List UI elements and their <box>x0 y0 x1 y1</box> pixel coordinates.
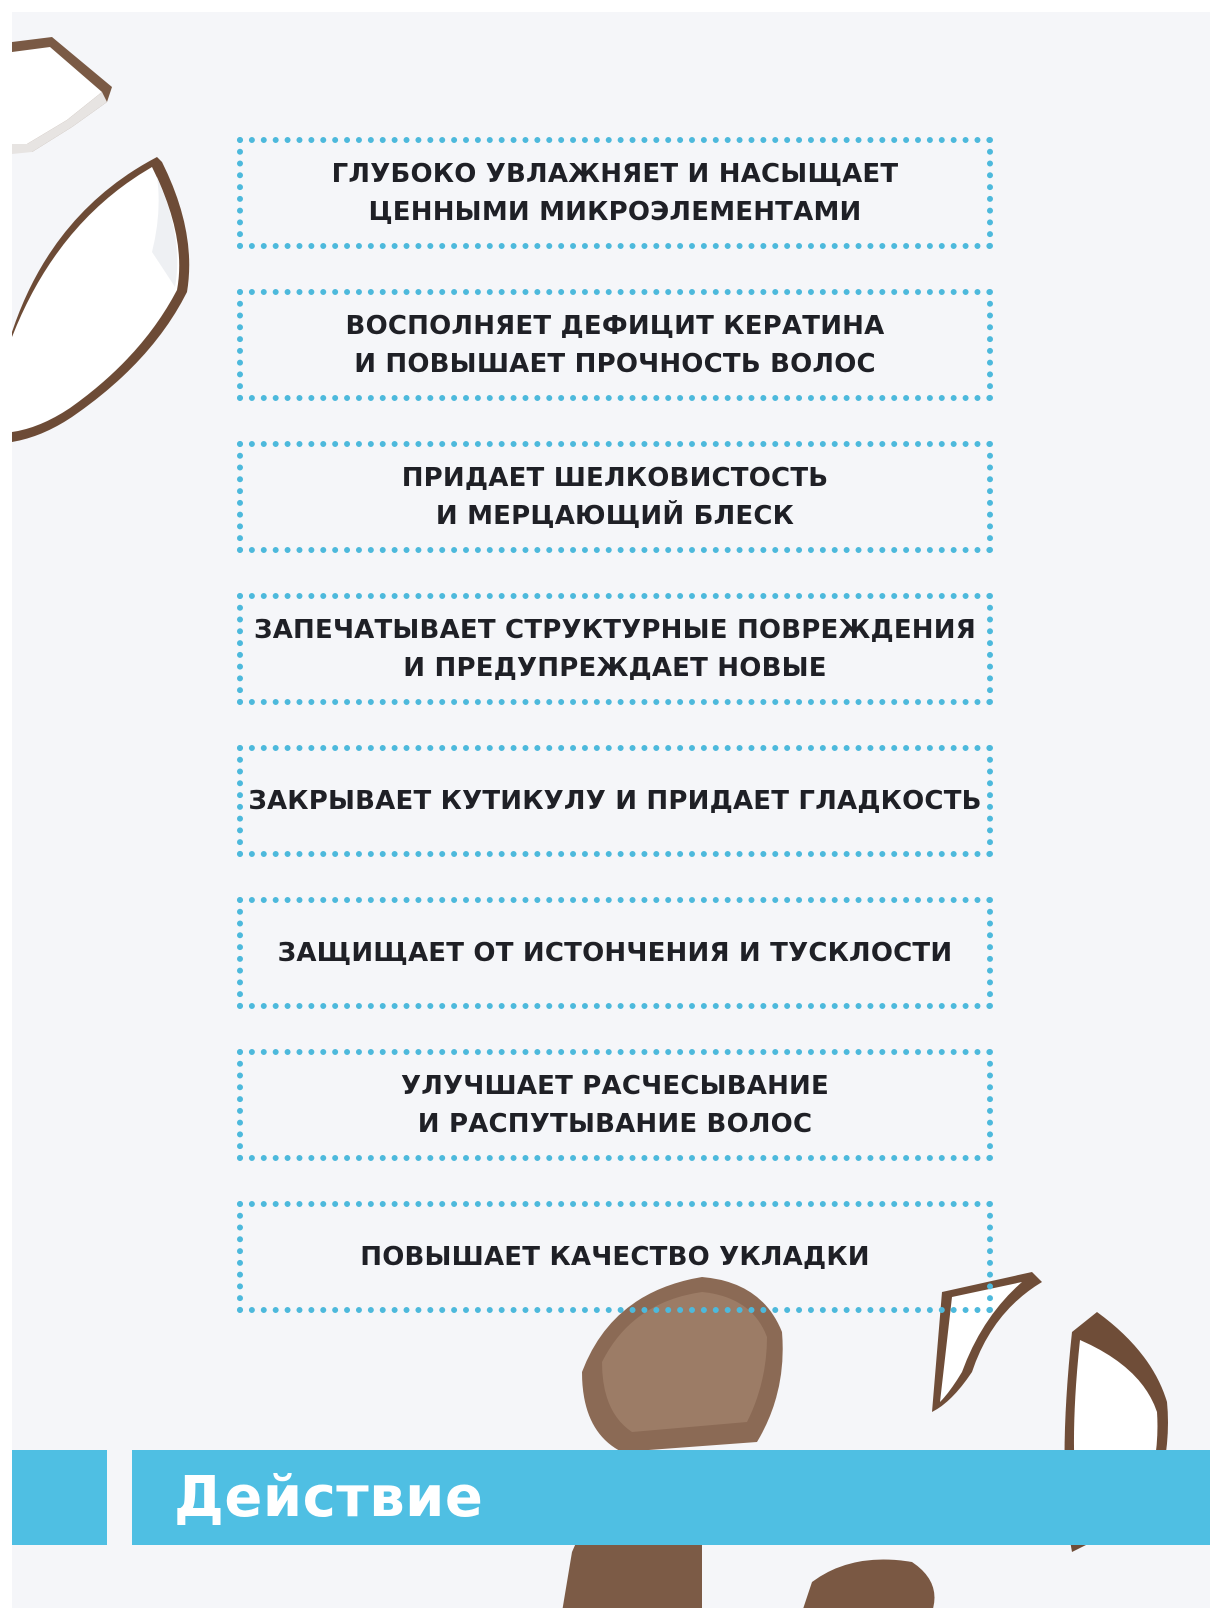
feature-text-5: ЗАКРЫВАЕТ КУТИКУЛУ И ПРИДАЕТ ГЛАДКОСТЬ <box>248 786 982 816</box>
banner-title: Действие <box>174 1465 484 1530</box>
feature-text-8: ПОВЫШАЕТ КАЧЕСТВО УКЛАДКИ <box>360 1242 870 1272</box>
feature-list <box>237 137 993 1353</box>
feature-text-1: ГЛУБОКО УВЛАЖНЯЕТ И НАСЫЩАЕТ ЦЕННЫМИ МИКРОЭЛЕМЕНТАМИ <box>331 159 899 227</box>
coconut-top-left-image <box>12 32 222 452</box>
feature-item-7 <box>237 1049 993 1161</box>
feature-item-2 <box>237 289 993 401</box>
section-banner <box>132 1450 1210 1545</box>
feature-text-6: ЗАЩИЩАЕТ ОТ ИСТОНЧЕНИЯ И ТУСКЛОСТИ <box>277 938 953 968</box>
page-canvas <box>12 12 1210 1608</box>
feature-item-3 <box>237 441 993 553</box>
feature-item-8 <box>237 1201 993 1313</box>
feature-text-7: УЛУЧШАЕТ РАСЧЕСЫВАНИЕ И РАСПУТЫВАНИЕ ВОЛОС <box>401 1071 829 1139</box>
feature-item-6 <box>237 897 993 1009</box>
feature-item-1 <box>237 137 993 249</box>
feature-item-5 <box>237 745 993 857</box>
banner-accent-square <box>12 1450 107 1545</box>
feature-text-2: ВОСПОЛНЯЕТ ДЕФИЦИТ КЕРАТИНА И ПОВЫШАЕТ ПРОЧНОСТЬ ВОЛОС <box>345 311 885 379</box>
feature-text-3: ПРИДАЕТ ШЕЛКОВИСТОСТЬ И МЕРЦАЮЩИЙ БЛЕСК <box>401 463 829 531</box>
feature-item-4 <box>237 593 993 705</box>
feature-text-4: ЗАПЕЧАТЫВАЕТ СТРУКТУРНЫЕ ПОВРЕЖДЕНИЯ И ПРЕДУПРЕЖДАЕТ НОВЫЕ <box>254 615 976 683</box>
